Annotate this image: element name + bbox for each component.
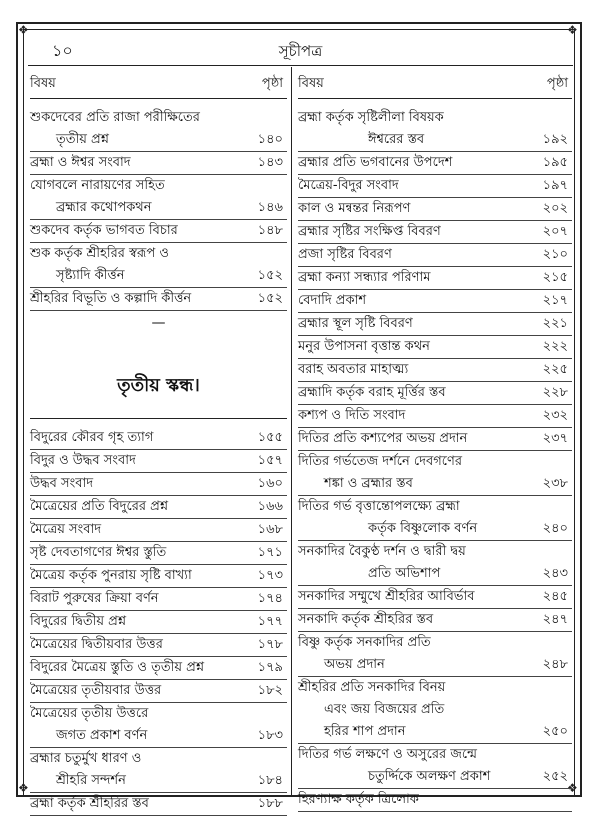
toc-entry-title: যোগবলে নারায়ণের সহিত [30,178,165,193]
toc-entry-line [298,405,572,428]
toc-entry-page: ২২২ [542,339,568,354]
toc-entry [30,288,287,311]
toc-entry-title: হরির শাপ প্রদান [324,724,406,739]
toc-entry-page: ২১৭ [542,293,568,308]
toc-entry [30,243,287,288]
toc-entry-line [30,565,287,588]
toc-entry-title: ব্রহ্মা কর্তৃক শ্রীহরির স্তব [30,796,149,811]
toc-entry [298,405,572,428]
toc-entry-title: দিতির গর্ভ লক্ষণে ও অসুরের জন্মে [298,747,477,762]
toc-entry-title: শ্রীহরি সন্দর্শন [56,773,126,788]
toc-entry-line [298,451,572,473]
toc-entry-title: কশ্যপ ও দিতি সংবাদ [298,408,406,423]
right-column-header [298,68,572,98]
toc-entry-line [298,563,572,586]
toc-entry-page: ১৬০ [257,476,283,491]
toc-entry [30,473,287,496]
toc-entry-line [298,359,572,382]
header-underline [30,98,287,99]
toc-entry-title: সনকাদির বৈকুণ্ঠ দর্শন ও দ্বারী দ্বয় [298,544,466,559]
toc-entry-line [30,680,287,703]
toc-entry-line [298,609,572,632]
toc-entry [30,519,287,542]
toc-entry-line [30,473,287,496]
toc-entry-title: অভয় প্রদান [324,657,385,672]
toc-entry-line [298,221,572,244]
toc-entry [298,428,572,451]
corner-ornament-bottom-right: ❖ [567,781,578,795]
toc-entry-title: শুকদেবের প্রতি রাজা পরীক্ষিতের [30,110,200,125]
toc-entry [30,175,287,220]
toc-entry [298,789,572,812]
subject-heading: বিষয় [30,76,56,91]
toc-entry [298,152,572,175]
toc-entry-title: এবং জয় বিজয়ের প্রতি [324,702,445,717]
toc-entry-page: ১৭৯ [257,660,283,675]
toc-entry-title: শ্রীহরির প্রতি সনকাদির বিনয় [298,680,446,695]
left-column-header [30,68,287,98]
toc-entry-title: সনকাদি কর্তৃক শ্রীহরির স্তব [298,612,434,627]
toc-entry-page: ২৪৭ [542,612,568,627]
toc-entry-title: মৈত্রেয়ের প্রতি বিদুরের প্রশ্ন [30,499,169,514]
toc-entry-page: ১৫২ [257,291,283,306]
toc-entry [298,221,572,244]
toc-entry [298,609,572,632]
toc-entry [298,198,572,221]
toc-entry [298,744,572,789]
toc-entry-line [30,129,287,152]
toc-entry-title: কাল ও মন্বন্তর নিরূপণ [298,201,411,216]
toc-entry-line [298,541,572,563]
toc-entry [298,541,572,586]
toc-entry-page: ২৩৮ [542,476,568,491]
toc-entry-line [30,152,287,175]
toc-entry-line [30,770,287,793]
right-column [298,68,572,812]
toc-entry-title: বিদুরের কৌরব গৃহ ত্যাগ [30,430,154,445]
toc-entry-title: বরাহ অবতার মাহাত্ম্য [298,362,409,377]
header-underline [298,98,572,99]
toc-entry-page: ২৫০ [542,724,568,739]
toc-entry [30,748,287,793]
toc-entry-line [30,611,287,634]
toc-entry-page: ১৭৭ [257,614,283,629]
toc-entry-page: ২৩২ [542,408,568,423]
toc-entry-page: ১৭১ [257,545,283,560]
toc-entry-page: ২০৭ [542,224,568,239]
toc-entry-page: ২১০ [542,247,568,262]
toc-entry [30,152,287,175]
toc-entry-title: ঈশ্বরের স্তব [368,132,425,147]
toc-entry [298,290,572,313]
section-separator: — [151,315,166,331]
toc-entry-line [298,677,572,699]
toc-entry-page: ১৭৪ [257,591,283,606]
toc-entry-line [298,744,572,766]
toc-entry-title: তৃতীয় প্রশ্ন [56,132,109,147]
toc-entry-line [298,496,572,518]
toc-entry [298,107,572,152]
toc-entry-title: শুকদেব কর্তৃক ভাগবত বিচার [30,223,178,238]
toc-entry-title: সৃষ্ট দেবতাগণের ঈশ্বর স্তুতি [30,545,167,560]
page-number: ১০ [52,41,73,60]
toc-entry-title: ব্রহ্মা কন্যা সন্ধ্যার পরিণাম [298,270,431,285]
toc-entry-line [30,519,287,542]
toc-entry-line [30,265,287,288]
toc-entry [30,588,287,611]
toc-entry-title: দিতির গর্ভতেজ দর্শনে দেবগণের [298,454,462,469]
toc-entry [30,107,287,152]
toc-entry [298,632,572,677]
toc-entry-title: দিতির গর্ভ বৃত্তান্তোপলক্ষ্যে ব্রহ্মা [298,499,460,514]
toc-entry [30,542,287,565]
toc-entry-line [298,766,572,789]
toc-entry-page: ২২৫ [542,362,568,377]
toc-entry-page: ১৫৭ [257,453,283,468]
toc-entry-title: বেদাদি প্রকাশ [298,293,367,308]
toc-entry-line [30,542,287,565]
toc-entry [298,313,572,336]
toc-entry-page: ১৭৩ [257,568,283,583]
toc-entry-title: ব্রহ্মার সৃষ্টির সংক্ষিপ্ত বিবরণ [298,224,441,239]
toc-entry-title: বিষ্ণু কর্তৃক সনকাদির প্রতি [298,635,431,650]
toc-entry-title: প্রজা সৃষ্টির বিবরণ [298,247,392,262]
toc-entry-line [30,588,287,611]
toc-entry-line [298,699,572,721]
toc-list [30,427,287,816]
toc-entry-line [298,586,572,609]
toc-entry [298,451,572,496]
toc-entry-page: ১৬৬ [257,499,283,514]
toc-entry-page: ১৪৩ [257,155,283,170]
toc-entry-page: ২৫২ [542,769,568,784]
toc-entry-title: মৈত্রেয়-বিদুর সংবাদ [298,178,399,193]
toc-entry-line [298,721,572,744]
toc-entry-line [298,789,572,812]
toc-entry-line [30,175,287,197]
toc-entry-title: সৃষ্ট্যাদি কীর্ত্তন [56,268,125,283]
toc-entry-line [30,107,287,129]
toc-entry-line [298,473,572,496]
toc-entry-line [298,632,572,654]
toc-entry [30,793,287,816]
toc-entry-line [30,496,287,519]
toc-entry-line [30,243,287,265]
subject-heading: বিষয় [298,76,324,91]
toc-entry-page: ১৭৮ [257,637,283,652]
toc-entry [298,586,572,609]
toc-entry-page: ২৪০ [542,521,568,536]
toc-entry [298,175,572,198]
toc-entry-title: ব্রহ্মাদি কর্তৃক বরাহ মূর্ত্তির স্তব [298,385,446,400]
toc-entry-page: ২৪৩ [542,566,568,581]
toc-entry-page: ১৮৮ [257,796,283,811]
toc-entry [298,496,572,541]
toc-entry-title: শ্রীহরির বিভূতি ও কল্পাদি কীর্ত্তন [30,291,192,306]
toc-entry-page: ১৫২ [257,268,283,283]
toc-entry-page: ২২১ [542,316,568,331]
toc-entry-title: হিরণ্যাক্ষ কর্তৃক ত্রিলোক [298,792,419,807]
toc-entry [30,611,287,634]
toc-entry-line [298,654,572,677]
toc-entry-title: মনুর উপাসনা বৃত্তান্ত কথন [298,339,430,354]
toc-entry-page: ১৫৫ [257,430,283,445]
toc-entry-page: ২৩৭ [542,431,568,446]
column-divider [291,67,292,795]
toc-entry-title: ব্রহ্মা কর্তৃক সৃষ্টিলীলা বিষয়ক [298,110,444,125]
toc-entry-title: ব্রহ্মার চতুর্মুখ ধারণ ও [30,751,142,766]
toc-entry-page: ২২৮ [542,385,568,400]
left-column [30,68,287,816]
toc-entry [298,677,572,744]
toc-entry-line [298,313,572,336]
toc-entry-page: ১৪০ [257,132,283,147]
toc-entry-page: ১৮৪ [257,773,283,788]
toc-entry-title: ব্রহ্মা ও ঈশ্বর সংবাদ [30,155,131,170]
toc-entry-title: মৈত্রেয়ের দ্বিতীয়বার উত্তর [30,637,163,652]
toc-entry-page: ১৬৮ [257,522,283,537]
toc-entry-title: সনকাদির সম্মুখে শ্রীহরির আবির্ভাব [298,589,475,604]
corner-ornament-bottom-left: ❖ [18,781,29,795]
toc-entry-title: জগত প্রকাশ বর্ণন [56,728,148,743]
toc-entry-page: ১৯২ [542,132,568,147]
toc-entry-page: ১৯৫ [542,155,568,170]
toc-entry-title: ব্রহ্মার স্থূল সৃষ্টি বিবরণ [298,316,413,331]
toc-entry-title: বিরাট পুরুষের ক্রিয়া বর্ণন [30,591,159,606]
toc-entry-page: ২৪৮ [542,657,568,672]
toc-entry-line [298,428,572,451]
toc-entry-title: বিদুরের মৈত্রেয় স্তুতি ও তৃতীয় প্রশ্ন [30,660,205,675]
toc-entry-line [298,382,572,405]
toc-entry-line [30,703,287,725]
toc-list [298,107,572,812]
toc-entry-line [30,450,287,473]
running-title: সূচীপত্র [278,42,323,60]
page-header [28,38,573,62]
toc-entry-line [30,793,287,816]
corner-ornament-top-right: ❖ [567,23,578,37]
toc-entry [30,496,287,519]
toc-entry-title: মৈত্রেয় সংবাদ [30,522,102,537]
toc-entry-line [30,197,287,220]
toc-entry-line [298,152,572,175]
toc-entry-line [298,290,572,313]
toc-entry-title: উদ্ধব সংবাদ [30,476,94,491]
toc-entry-page: ১৪৮ [257,223,283,238]
toc-entry-title: প্রতি অভিশাপ [368,566,441,581]
toc-entry-line [298,518,572,541]
toc-entry-title: ব্রহ্মার কথোপকথন [56,200,152,215]
toc-entry-title: বিদুর ও উদ্ধব সংবাদ [30,453,136,468]
toc-entry-line [30,220,287,243]
page-heading: পৃষ্ঠা [261,76,283,91]
toc-entry-title: মৈত্রেয় কর্তৃক পুনরায় সৃষ্টি বাখ্যা [30,568,192,583]
toc-entry-line [30,634,287,657]
toc-entry-title: শঙ্কা ও ব্রহ্মার স্তব [324,476,413,491]
toc-entry-title: চতুর্দ্দিকে অলক্ষণ প্রকাশ [368,769,491,784]
toc-entry-page: ২৪৫ [542,589,568,604]
toc-entry-page: ১৮২ [257,683,283,698]
toc-entry [30,634,287,657]
toc-entry-line [30,288,287,311]
toc-entry-line [298,107,572,129]
toc-entry-page: ১৮৩ [257,728,283,743]
toc-entry-title: দিতির প্রতি কশ্যপের অভয় প্রদান [298,431,468,446]
toc-entry [30,427,287,450]
page-heading: পৃষ্ঠা [546,76,568,91]
toc-entry [30,450,287,473]
toc-entry [298,336,572,359]
toc-entry-title: শুক কর্তৃক শ্রীহরির স্বরূপ ও [30,246,169,261]
section-rule [30,418,287,419]
toc-entry-page: ১৯৭ [542,178,568,193]
toc-entry [30,220,287,243]
section-title: তৃতীয় স্কন্ধ। [117,375,200,396]
toc-entry-line [30,748,287,770]
toc-entry-title: কর্তৃক বিষ্ণুলোক বর্ণন [368,521,478,536]
toc-entry-title: বিদুরের দ্বিতীয় প্রশ্ন [30,614,127,629]
toc-entry [30,657,287,680]
toc-entry-line [298,129,572,152]
toc-entry-page: ১৪৬ [257,200,283,215]
corner-ornament-top-left: ❖ [18,23,29,37]
toc-entry [298,244,572,267]
toc-entry-line [30,725,287,748]
toc-entry [298,359,572,382]
toc-entry-title: মৈত্রেয়ের তৃতীয়বার উত্তর [30,683,162,698]
toc-entry [30,565,287,588]
toc-entry-page: ২১৫ [542,270,568,285]
toc-entry [30,703,287,748]
toc-list [30,107,287,311]
toc-entry-line [30,657,287,680]
toc-entry-line [298,198,572,221]
toc-entry-line [298,175,572,198]
toc-entry-line [30,427,287,450]
toc-entry-title: ব্রহ্মার প্রতি ভগবানের উপদেশ [298,155,453,170]
toc-entry-line [298,336,572,359]
toc-entry-line [298,244,572,267]
toc-entry-title: মৈত্রেয়ের তৃতীয় উত্তরে [30,706,149,721]
toc-entry [298,267,572,290]
toc-entry [30,680,287,703]
toc-entry [298,382,572,405]
toc-entry-line [298,267,572,290]
header-rule [28,65,573,66]
toc-entry-page: ২০২ [542,201,568,216]
